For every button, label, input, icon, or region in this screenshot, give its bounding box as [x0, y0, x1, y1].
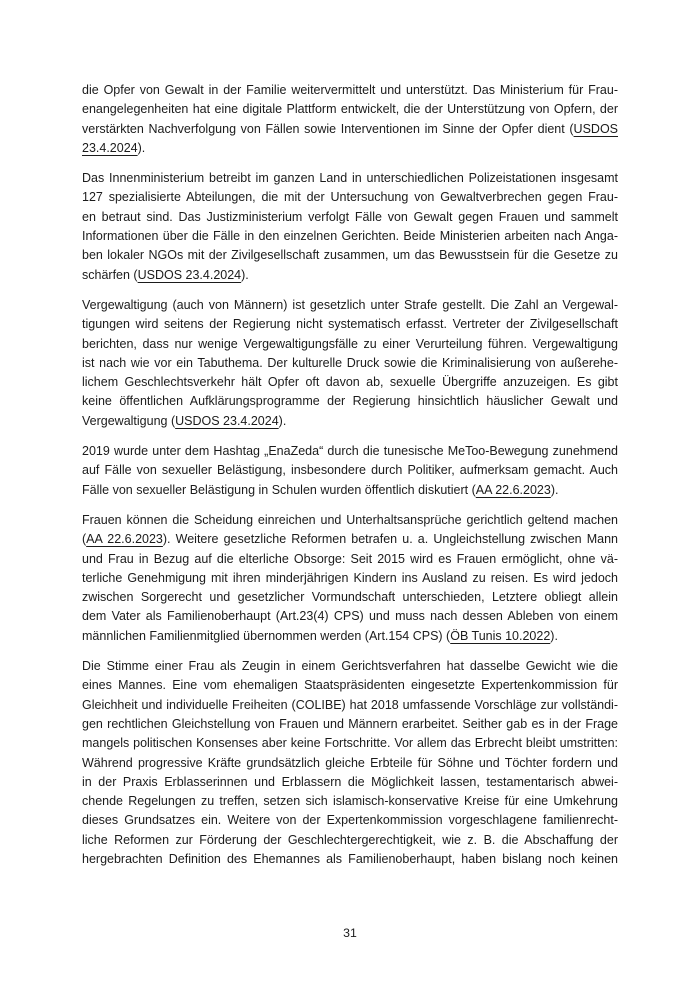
- text-span: ).: [137, 140, 146, 155]
- text-line: [82, 354, 618, 373]
- text-span: Das Innenministerium betreibt im ganzen Land in unterschiedlichen Polizeistationen insgesamt: [82, 171, 618, 186]
- text-span: ). Weitere gesetzliche Reformen betrafen u. a. Ungleichstellung zwischen Mann: [162, 532, 618, 547]
- text-line: [82, 266, 618, 285]
- paragraph: [82, 657, 618, 869]
- text-span: die Opfer von Gewalt in der Familie weitervermittelt und unterstützt. Das Ministerium für Frau-: [82, 83, 618, 97]
- text-span: (: [82, 532, 87, 547]
- text-span: Fälle von sexueller Belästigung in Schulen wurden öffentlich diskutiert (: [82, 482, 476, 497]
- text-span: und Frau in Bezug auf die elterliche Obsorge: Seit 2015 wird es Frauen ermöglicht, ohne vä-: [82, 551, 618, 566]
- paragraph: [82, 81, 618, 158]
- text-span: enangelegenheiten hat eine digitale Plattform entwickelt, die der Unterstützung von Opfern, der: [82, 102, 618, 117]
- text-line: [82, 412, 618, 431]
- text-line: [82, 676, 618, 695]
- text-line: [82, 373, 618, 392]
- text-span: männlichen Familienmitglied übernommen werden (Art.154 CPS) (: [82, 628, 451, 643]
- text-line: [82, 754, 618, 773]
- text-span: berichten, dass nur wenige Vergewaltigungsfälle zu einer Verurteilung führen. Vergewaltigung: [82, 336, 618, 351]
- text-span: en betraut sind. Das Justizministerium verfolgt Fälle von Gewalt gegen Frauen und sammelt: [82, 209, 618, 224]
- text-line: [82, 169, 618, 188]
- text-span: Die Stimme einer Frau als Zeugin in einem Gerichtsverfahren hat dasselbe Gewicht wie die: [82, 659, 618, 674]
- text-line: [82, 315, 618, 334]
- text-span: terliche Genehmigung mit ihren minderjährigen Kindern ins Ausland zu reisen. Es wird jedoch: [82, 570, 618, 585]
- page-number: 31: [343, 926, 357, 940]
- text-span: Informationen über die Fälle in den einzelnen Gerichten. Beide Ministerien arbeiten nach Anga-: [82, 229, 618, 244]
- citation-link[interactable]: USDOS 23.4.2024: [137, 267, 242, 282]
- text-span: verstärkten Nachverfolgung von Fällen sowie Interventionen im Sinne der Opfer dient (: [82, 121, 574, 136]
- text-line: [82, 696, 618, 715]
- text-span: 127 spezialisierte Abteilungen, die mit der Untersuchung von Gewaltverbrechen gegen Frau-: [82, 190, 618, 205]
- text-span: tigungen wird seitens der Regierung nicht systematisch erfasst. Vertreter der Zivilgesellschaft: [82, 317, 618, 332]
- text-line: [82, 657, 618, 676]
- text-span: auf Fälle von sexueller Belästigung, insbesondere durch Politiker, aufmerksam gemacht. Auch: [82, 463, 618, 478]
- text-line: [82, 773, 618, 792]
- text-span: in der Praxis Erblasserinnen und Erblassern die Möglichkeit lassen, testamentarisch abwei-: [82, 774, 618, 789]
- text-span: Vergewaltigung (auch von Männern) ist gesetzlich unter Strafe gestellt. Die Zahl an Vergewal-: [82, 297, 618, 312]
- paragraph: [82, 169, 618, 285]
- paragraph: [82, 511, 618, 646]
- text-line: [82, 246, 618, 265]
- text-span: keine öffentlichen Aufklärungsprogramme der Regierung hinsichtlich häuslicher Gewalt und: [82, 394, 618, 409]
- text-line: [82, 461, 618, 480]
- citation-link[interactable]: AA 22.6.2023: [86, 532, 163, 547]
- text-line: [82, 335, 618, 354]
- text-line: [82, 511, 618, 530]
- text-line: [82, 607, 618, 626]
- text-line: [82, 530, 618, 549]
- text-line: [82, 120, 618, 139]
- text-span: liche Reformen zur Förderung der Geschlechtergerechtigkeit, wie z. B. die Abschaffung der: [82, 832, 618, 847]
- text-line: [82, 227, 618, 246]
- text-span: hergebrachten Definition des Ehemannes als Familienoberhaupt, haben bislang noch keinen: [82, 851, 618, 866]
- text-line: [82, 81, 618, 100]
- page-text: [82, 81, 618, 880]
- text-span: lichem Geschlechtsverkehr hält Opfer oft davon ab, sexuelle Übergriffe anzuzeigen. Es gibt: [82, 375, 618, 390]
- text-line: [82, 715, 618, 734]
- text-span: Während progressive Kräfte grundsätzlich gleiche Erbteile für Söhne und Töchter fordern und: [82, 755, 618, 770]
- text-span: dieses Grundsatzes ein. Weitere von der Expertenkommission vorgeschlagene familienrecht-: [82, 813, 618, 828]
- text-line: [82, 569, 618, 588]
- text-span: ).: [550, 628, 558, 643]
- paragraph: [82, 442, 618, 500]
- text-line: [82, 392, 618, 411]
- text-line: [82, 792, 618, 811]
- text-span: ).: [550, 482, 559, 497]
- text-span: eines Mannes. Eine vom ehemaligen Staatspräsidenten eingesetzte Expertenkommission für: [82, 678, 618, 693]
- text-span: chende Regelungen zu treffen, setzen sich islamisch-konservative Kreise für eine Umkehrung: [82, 794, 618, 809]
- citation-link[interactable]: 23.4.2024: [82, 140, 138, 155]
- text-line: [82, 627, 618, 646]
- text-line: [82, 100, 618, 119]
- text-span: Gleichheit und individuelle Freiheiten (COLIBE) hat 2018 umfassende Vorschläge zur vollständi-: [82, 697, 618, 712]
- text-span: 2019 wurde unter dem Hashtag „EnaZeda“ durch die tunesische MeToo-Bewegung zunehmend: [82, 444, 618, 459]
- text-line: [82, 481, 618, 500]
- text-span: ben lokaler NGOs mit der Zivilgesellschaft zusammen, um das Bewusstsein für die Gesetze zu: [82, 248, 618, 263]
- citation-link[interactable]: USDOS: [573, 121, 618, 136]
- text-line: [82, 296, 618, 315]
- text-span: ).: [241, 267, 249, 282]
- text-line: [82, 831, 618, 850]
- text-span: ist nach wie vor ein Tabuthema. Der kulturelle Druck sowie die Kriminalisierung von außerehe-: [82, 355, 618, 370]
- text-span: dem Vater als Familienoberhaupt (Art.23(4) CPS) und muss nach dessen Ableben von einem: [82, 609, 618, 624]
- text-line: [82, 811, 618, 830]
- text-line: [82, 588, 618, 607]
- text-span: Vergewaltigung (: [82, 413, 176, 428]
- text-line: [82, 850, 618, 869]
- text-line: [82, 442, 618, 461]
- text-line: [82, 550, 618, 569]
- text-span: schärfen (: [82, 267, 138, 282]
- text-line: [82, 139, 618, 158]
- citation-link[interactable]: AA 22.6.2023: [475, 482, 551, 497]
- citation-link[interactable]: USDOS 23.4.2024: [175, 413, 279, 428]
- text-line: [82, 188, 618, 207]
- text-span: ).: [278, 413, 287, 428]
- text-span: mangels politischen Konsenses aber keine Fortschritte. Vor allem das Erbrecht bleibt umstritten:: [82, 736, 618, 751]
- text-line: [82, 734, 618, 753]
- text-line: [82, 208, 618, 227]
- text-span: Frauen können die Scheidung einreichen und Unterhaltsansprüche gerichtlich geltend machen: [82, 512, 618, 527]
- paragraph: [82, 296, 618, 431]
- text-span: gen rechtlichen Gleichstellung von Frauen und Männern erarbeitet. Seither gab es in der Frage: [82, 716, 618, 731]
- text-span: zwischen Sorgerecht und gesetzlicher Vormundschaft unterschieden, Letztere obliegt allein: [82, 590, 618, 605]
- citation-link[interactable]: ÖB Tunis 10.2022: [450, 628, 551, 643]
